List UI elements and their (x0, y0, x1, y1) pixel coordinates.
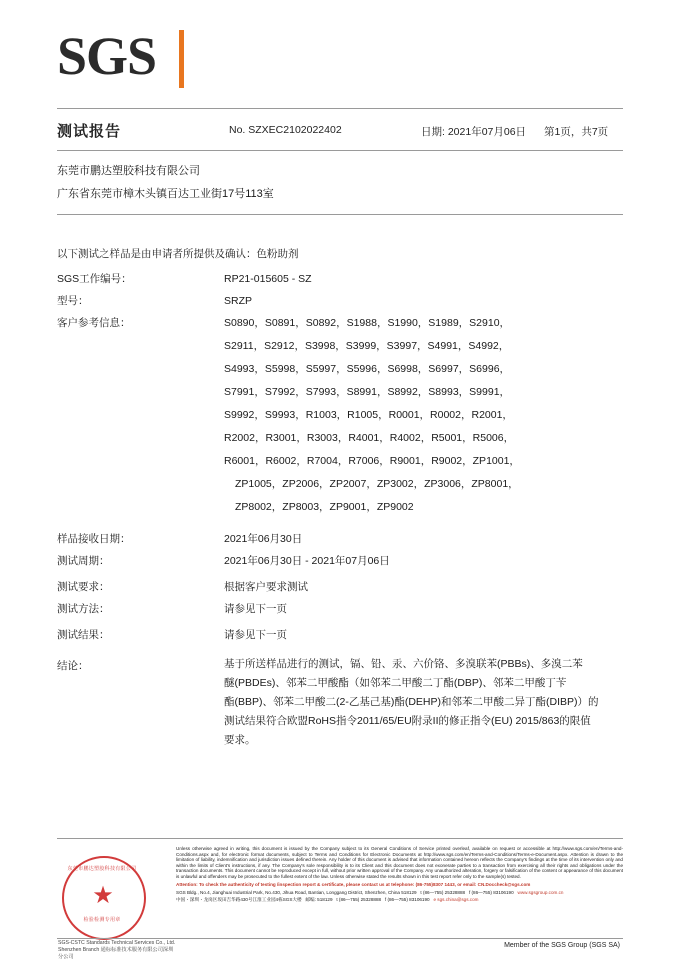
field-test-method (57, 598, 623, 620)
company-address: 广东省东莞市樟木头镇百达工业街17号113室 (57, 188, 274, 200)
footer-fax-cn: f (86—755) 83106190 (384, 896, 430, 902)
field-value: 请参见下一页 (224, 603, 287, 615)
footer-tel-en: t (86—755) 25328888 (420, 890, 466, 896)
client-ref-line: S9992，S9993，R1003，R1005，R0001，R0002，R2001， (224, 409, 513, 421)
conclusion-line: 酯(BBP)、邻苯二甲酸二(2-乙基己基)酯(DEHP)和邻苯二甲酸二异丁酯(DIBP)）的 (224, 696, 599, 708)
client-ref-line: S0890，S0891，S0892，S1988，S1990，S1989，S2910， (224, 317, 511, 329)
field-test-request (57, 576, 623, 598)
report-number: No. SZXEC2102022402 (229, 124, 342, 136)
field-value: 根据客户要求测试 (224, 581, 308, 593)
field-client-ref (57, 312, 623, 519)
conclusion-line: 醚(PBDEs)、邻苯二甲酸酯（如邻苯二甲酸二丁酯(DBP)、邻苯二甲酸丁苄 (224, 677, 567, 689)
field-test-result (57, 624, 623, 646)
field-value: 2021年06月30日 (224, 533, 303, 545)
field-value: RP21-015605 - SZ (224, 273, 312, 285)
company-divider (57, 214, 623, 215)
client-ref-line: S4993，S5998，S5997，S5996，S6998，S6997，S6996， (224, 363, 511, 375)
stamp-arc-bottom-text: 检验检测专用章 (83, 917, 121, 923)
footer-member: Member of the SGS Group (SGS SA) (504, 942, 620, 949)
conclusion-line: 测试结果符合欧盟RoHS指令2011/65/EU附录II的修正指令(EU) 2015/863的限值 (224, 715, 591, 727)
company-block (57, 160, 623, 206)
field-value: 2021年06月30日 - 2021年07月06日 (224, 555, 390, 567)
footer-divider (57, 838, 623, 839)
client-ref-line: ZP1005，ZP2006，ZP2007，ZP3002，ZP3006，ZP8001， (235, 478, 519, 490)
footer-tel-cn: t (86—755) 25328888 (336, 896, 382, 902)
footer-address-cn: 中国・深圳・龙岗区坂田吉华路430号江淮工业园4栋SGS大楼 (176, 896, 302, 902)
field-model (57, 290, 623, 312)
footer-terms-block (176, 846, 623, 903)
conclusion-line: 要求。 (224, 734, 256, 746)
field-label: SGS工作编号： (57, 273, 132, 285)
footer-email-cn[interactable]: e sgs.china@sgs.com (433, 896, 479, 902)
logo-text: SGS (57, 26, 157, 86)
field-value: SRZP (224, 295, 253, 307)
stamp-arc-top-text: 东莞市鹏达塑胶科技有限公司 (67, 866, 137, 872)
title-divider (57, 150, 623, 151)
field-conclusion (57, 655, 623, 750)
page-title: 测试报告 (57, 123, 122, 140)
sgs-logo (57, 28, 217, 90)
stamp-label (58, 940, 176, 961)
page-count: 第1页，共7页 (544, 126, 609, 138)
client-ref-line: R6001，R6002，R7004，R7006，R9001，R9002，ZP1001， (224, 455, 520, 467)
footer-address-block (176, 890, 623, 903)
client-ref-line: R2002，R3001，R3003，R4001，R4002，R5001，R5006， (224, 432, 515, 444)
field-value (224, 655, 623, 750)
field-label: 型号： (57, 295, 89, 307)
footer-bottom-divider (57, 938, 623, 939)
logo-accent-bar (179, 30, 184, 88)
report-date: 日期: 2021年07月06日 (421, 126, 527, 138)
field-job-no (57, 268, 623, 290)
client-ref-line: ZP8002，ZP8003，ZP9001，ZP9002 (235, 501, 414, 513)
field-label: 结论： (57, 660, 89, 672)
company-name: 东莞市鹏达塑胶科技有限公司 (57, 165, 200, 177)
title-row (57, 120, 623, 146)
client-ref-line: S7991，S7992，S7993，S8991，S8992，S8993，S9991， (224, 386, 511, 398)
field-value: 请参见下一页 (224, 629, 287, 641)
sample-intro: 以下测试之样品是由申请者所提供及确认：色粉助剂 (57, 248, 299, 260)
field-label: 测试方法： (57, 603, 110, 615)
footer-address-en: SGS Bldg., No.4, Jianghuai Industrial Park, No.430, Jihua Road, Bantian, Longgang District, Shenzhen, China 518129 (176, 890, 417, 896)
stamp-label-line: Shenzhen Branch 通标标准技术服务有限公司深圳分公司 (58, 947, 174, 960)
field-value (224, 312, 623, 519)
client-ref-line: S2911，S2912，S3998，S3999，S3997，S4991，S4992， (224, 340, 510, 352)
footer-web-en[interactable]: www.sgsgroup.com.cn (517, 890, 564, 896)
field-label: 样品接收日期： (57, 533, 131, 545)
header-divider (57, 108, 623, 109)
footer-terms: Unless otherwise agreed in writing, this document is issued by the Company subject to its General Conditions of Service printed overleaf, available on request or accessible at http://www.sgs.com/en/Terms-and-Conditions.aspx and, for electronic format documents, subject to Terms and Conditions for Electronic Documents at http://www.sgs.com/en/Terms-and-Conditions/Terms-e-Document.aspx. Attention is drawn to the limitation of liability, indemnification and jurisdiction issues defined therein. Any holder of this document is advised that information contained hereon reflects the Company's findings at the time of its intervention only and within the limits of Client's instructions, if any. The Company's sole responsibility is to its Client and this document does not exonerate parties to a transaction from exercising all their rights and obligations under the transaction documents. This document cannot be reproduced except in full, without prior written approval of the Company. Any unauthorized alteration, forgery or falsification of the content or appearance of this document is unlawful and offenders may be prosecuted to the fullest extent of the law. Unless otherwise stated the results shown in this test report refer only to the sample(s) tested. (176, 846, 623, 879)
field-sample-received (57, 528, 623, 550)
field-label: 测试周期： (57, 555, 110, 567)
field-label: 测试结果： (57, 629, 110, 641)
field-table (57, 268, 623, 750)
stamp-label-line: SGS-CSTC Standards Technical Services Co., Ltd. (58, 940, 176, 946)
field-label: 客户参考信息： (57, 317, 131, 329)
field-test-period (57, 550, 623, 572)
company-stamp (58, 852, 176, 960)
field-label: 测试要求： (57, 581, 110, 593)
footer-attention[interactable]: Attention: To check the authenticity of testing /inspection report & certificate, please contact us at telephone: (86-755)8307 1443, or email: CN.Doccheck@sgs.com (176, 881, 531, 887)
conclusion-line: 基于所送样品进行的测试，镉、铅、汞、六价铬、多溴联苯(PBBs)、多溴二苯 (224, 658, 583, 670)
footer-zip-cn: 邮编: 518129 (305, 896, 333, 902)
footer-fax-en: f (86—755) 83106190 (468, 890, 514, 896)
star-icon: ★ (92, 882, 114, 909)
